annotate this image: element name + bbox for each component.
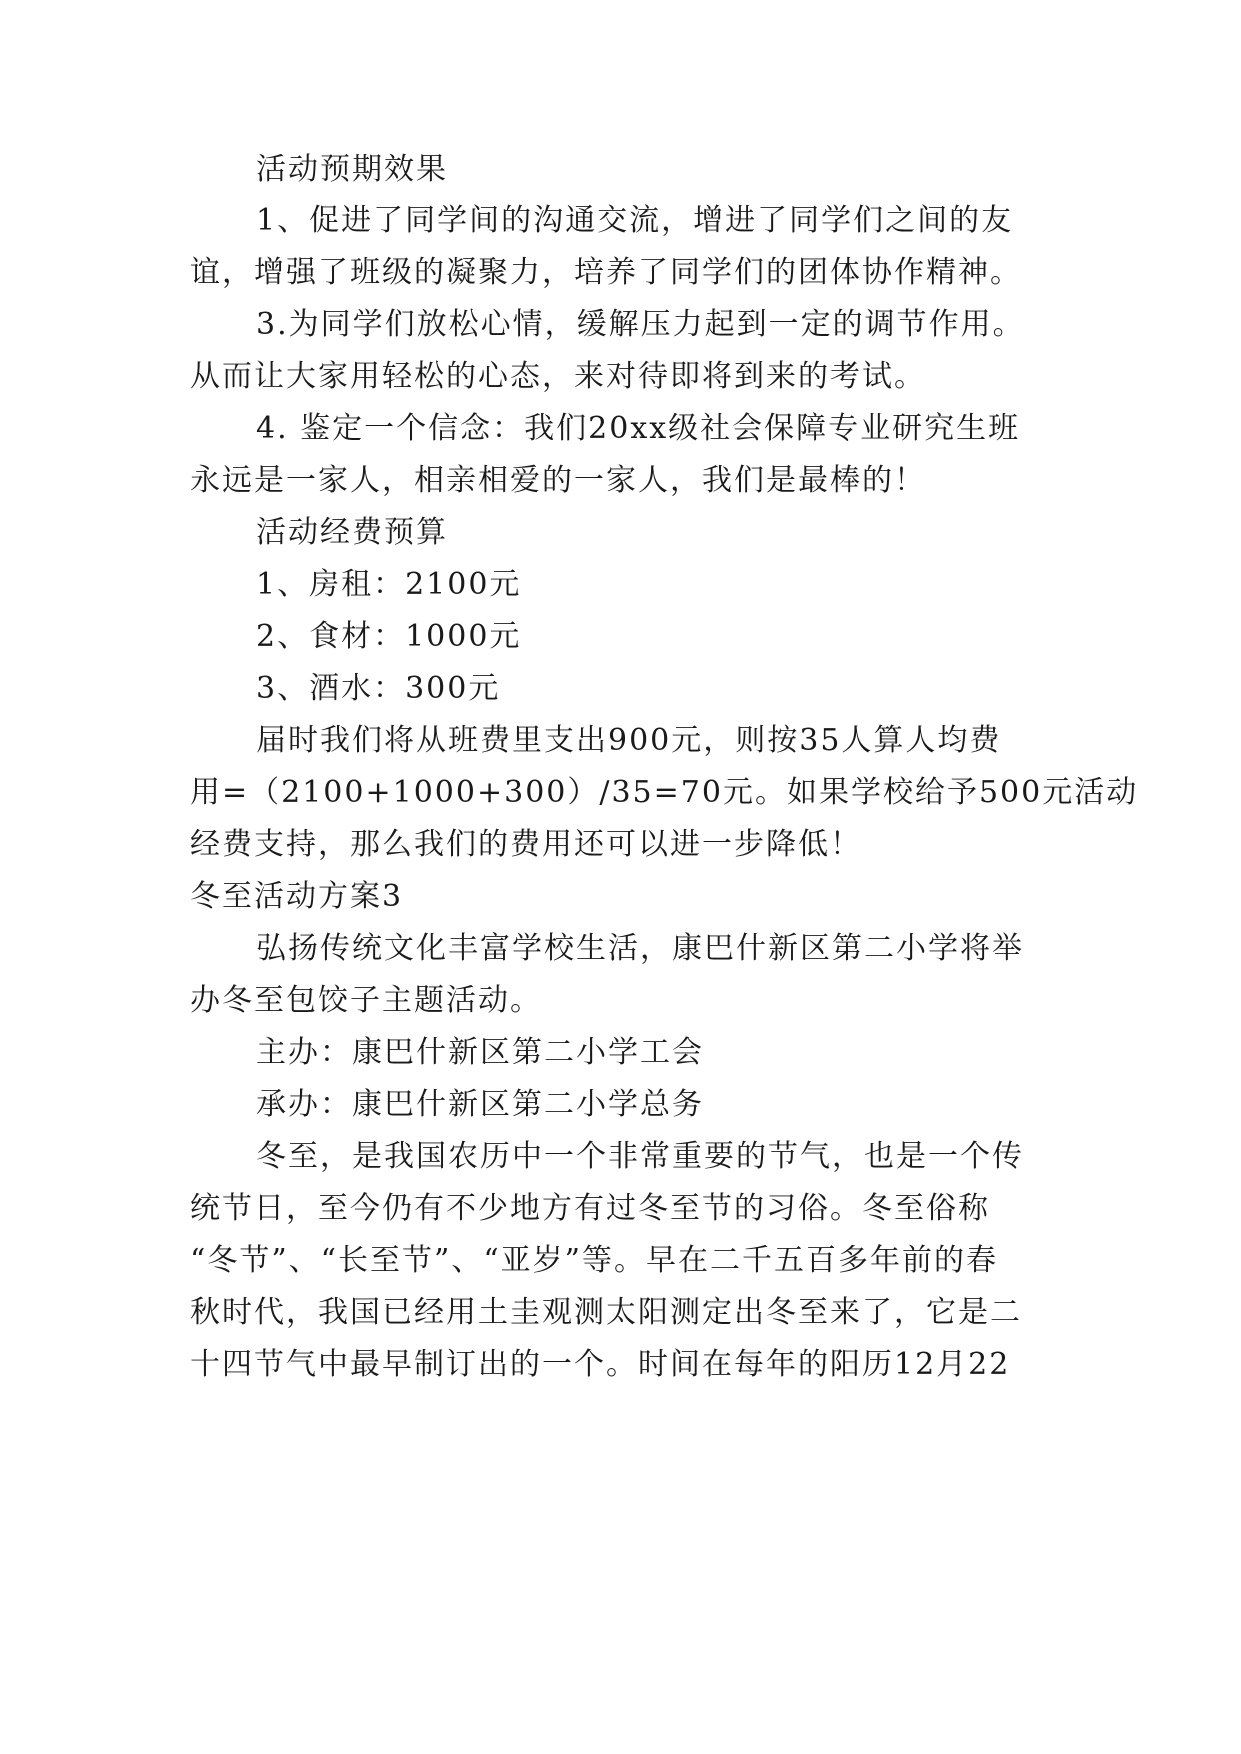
budget-item: 2、食材：1000元 xyxy=(256,619,522,654)
paragraph-line: 用=（2100+1000+300）/35=70元。如果学校给予500元活动 xyxy=(190,775,1139,810)
paragraph-line: 经费支持，那么我们的费用还可以进一步降低！ xyxy=(190,827,862,862)
paragraph-line: “冬节”、“长至节”、“亚岁”等。早在二千五百多年前的春 xyxy=(190,1243,999,1278)
paragraph-line: 1、促进了同学间的沟通交流，增进了同学们之间的友 xyxy=(256,203,1014,238)
paragraph-line: 从而让大家用轻松的心态，来对待即将到来的考试。 xyxy=(190,359,926,394)
budget-item: 3、酒水：300元 xyxy=(256,671,501,706)
paragraph-line: 冬至，是我国农历中一个非常重要的节气，也是一个传 xyxy=(256,1139,1024,1174)
section-title: 冬至活动方案3 xyxy=(190,879,404,914)
organizer-line: 主办：康巴什新区第二小学工会 xyxy=(256,1035,704,1070)
paragraph-line: 十四节气中最早制订出的一个。时间在每年的阳历12月22 xyxy=(190,1347,1011,1382)
paragraph-line: 弘扬传统文化丰富学校生活，康巴什新区第二小学将举 xyxy=(256,931,1024,966)
paragraph-line: 办冬至包饺子主题活动。 xyxy=(190,983,542,1018)
budget-item: 1、房租：2100元 xyxy=(256,567,522,602)
paragraph-line: 届时我们将从班费里支出900元，则按35人算人均费 xyxy=(256,723,1002,758)
section-heading-expected-effects: 活动预期效果 xyxy=(256,152,448,187)
co-organizer-line: 承办：康巴什新区第二小学总务 xyxy=(256,1087,704,1122)
paragraph-line: 统节日，至今仍有不少地方有过冬至节的习俗。冬至俗称 xyxy=(190,1191,990,1226)
paragraph-line: 秋时代，我国已经用土圭观测太阳测定出冬至来了，它是二 xyxy=(190,1295,1022,1330)
paragraph-line: 3.为同学们放松心情，缓解压力起到一定的调节作用。 xyxy=(256,307,1025,342)
section-heading-budget: 活动经费预算 xyxy=(256,515,448,550)
paragraph-line: 谊，增强了班级的凝聚力，培养了同学们的团体协作精神。 xyxy=(190,255,1022,290)
paragraph-line: 永远是一家人，相亲相爱的一家人，我们是最棒的！ xyxy=(190,463,926,498)
paragraph-line: 4. 鉴定一个信念：我们20xx级社会保障专业研究生班 xyxy=(256,411,1021,446)
